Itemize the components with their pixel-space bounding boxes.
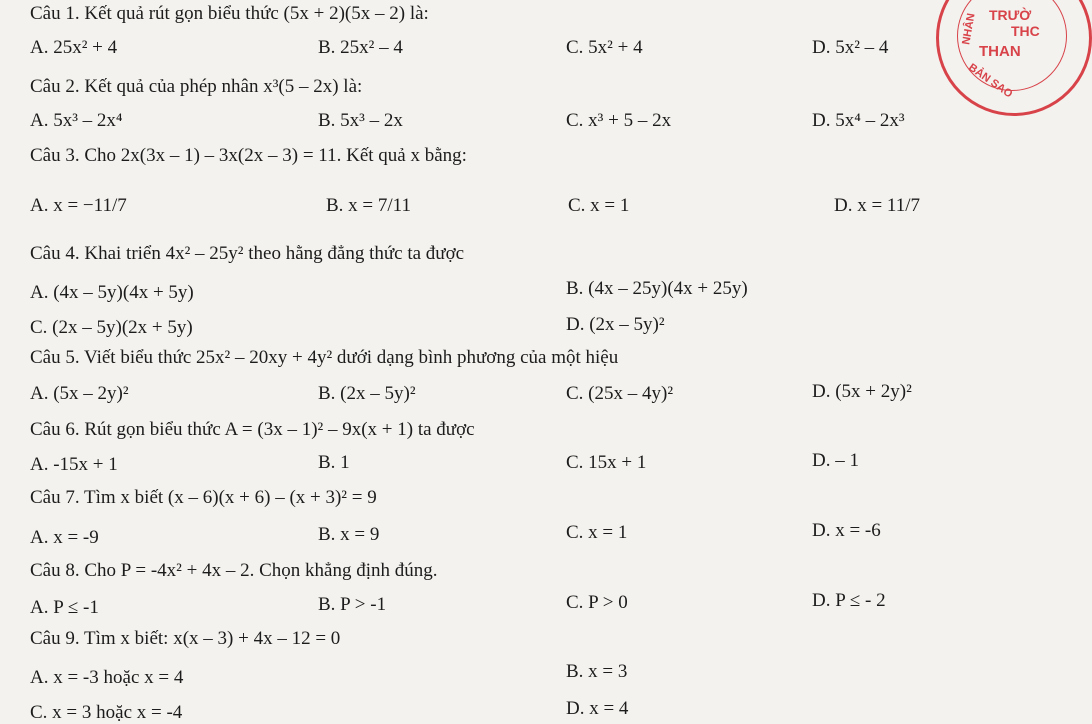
q1-option-a: A. 25x² + 4	[30, 37, 118, 58]
q2-option-b: B. 5x³ – 2x	[318, 110, 403, 131]
q2-option-a: A. 5x³ – 2x⁴	[30, 110, 123, 131]
q8-option-a: A. P ≤ -1	[30, 597, 99, 618]
question-3: Câu 3. Cho 2x(3x – 1) – 3x(2x – 3) = 11. Kết quả x bằng:	[30, 145, 467, 166]
q6-option-b: B. 1	[318, 452, 350, 473]
stamp-text-5: BẢN SAO	[966, 61, 1015, 101]
q3-option-b: B. x = 7/11	[326, 195, 411, 216]
stamp-text-4: NHÂN	[960, 12, 978, 46]
q8-option-d: D. P ≤ - 2	[812, 590, 886, 611]
q5-option-b: B. (2x – 5y)²	[318, 383, 416, 404]
q1-option-d: D. 5x² – 4	[812, 37, 889, 58]
q2-option-c: C. x³ + 5 – 2x	[566, 110, 672, 131]
q1-option-c: C. 5x² + 4	[566, 37, 643, 58]
q7-option-b: B. x = 9	[318, 524, 380, 545]
q8-option-c: C. P > 0	[566, 592, 628, 613]
q7-option-a: A. x = -9	[30, 527, 99, 548]
stamp-text-2: THC	[1011, 23, 1040, 39]
q7-option-c: C. x = 1	[566, 522, 628, 543]
q3-option-d: D. x = 11/7	[834, 195, 921, 216]
q2-option-d: D. 5x⁴ – 2x³	[812, 110, 905, 131]
question-9: Câu 9. Tìm x biết: x(x – 3) + 4x – 12 = 0	[30, 628, 341, 649]
q4-option-b: B. (4x – 25y)(4x + 25y)	[566, 278, 748, 299]
official-stamp	[936, 0, 1092, 116]
q6-option-a: A. -15x + 1	[30, 454, 118, 475]
question-7: Câu 7. Tìm x biết (x – 6)(x + 6) – (x + 3)² = 9	[30, 487, 377, 508]
q9-option-b: B. x = 3	[566, 661, 628, 682]
q5-option-c: C. (25x – 4y)²	[566, 383, 674, 404]
q7-option-d: D. x = -6	[812, 520, 881, 541]
q5-option-a: A. (5x – 2y)²	[30, 383, 129, 404]
question-8: Câu 8. Cho P = -4x² + 4x – 2. Chọn khẳng định đúng.	[30, 560, 438, 581]
q4-option-a: A. (4x – 5y)(4x + 5y)	[30, 282, 194, 303]
q1-option-b: B. 25x² – 4	[318, 37, 403, 58]
q4-option-c: C. (2x – 5y)(2x + 5y)	[30, 317, 193, 338]
stamp-text-3: THAN	[979, 43, 1021, 60]
q5-option-d: D. (5x + 2y)²	[812, 381, 912, 402]
q9-option-a: A. x = -3 hoặc x = 4	[30, 667, 184, 688]
q3-option-c: C. x = 1	[568, 195, 630, 216]
q9-option-c: C. x = 3 hoặc x = -4	[30, 702, 183, 723]
q4-option-d: D. (2x – 5y)²	[566, 314, 665, 335]
question-2: Câu 2. Kết quả của phép nhân x³(5 – 2x) là:	[30, 76, 363, 97]
q6-option-d: D. – 1	[812, 450, 859, 471]
q6-option-c: C. 15x + 1	[566, 452, 647, 473]
question-4: Câu 4. Khai triển 4x² – 25y² theo hằng đẳng thức ta được	[30, 243, 465, 264]
q8-option-b: B. P > -1	[318, 594, 387, 615]
q3-option-a: A. x = −11/7	[30, 195, 127, 216]
q9-option-d: D. x = 4	[566, 698, 629, 719]
question-5: Câu 5. Viết biểu thức 25x² – 20xy + 4y² dưới dạng bình phương của một hiệu	[30, 347, 619, 368]
question-6: Câu 6. Rút gọn biểu thức A = (3x – 1)² – 9x(x + 1) ta được	[30, 419, 475, 440]
stamp-text-1: TRƯỜ	[989, 7, 1032, 23]
question-1: Câu 1. Kết quả rút gọn biểu thức (5x + 2)(5x – 2) là:	[30, 3, 429, 24]
